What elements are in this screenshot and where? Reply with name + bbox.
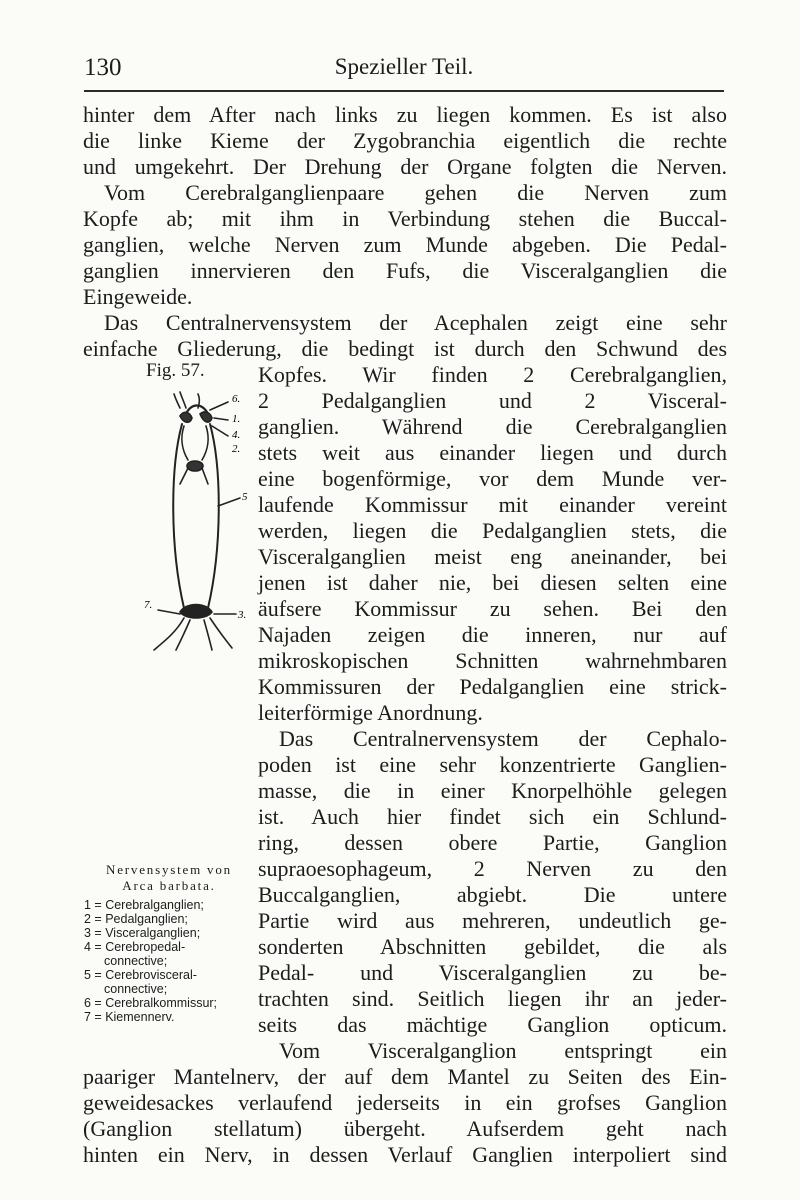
text-line: und umgekehrt. Der Drehung der Organe folgten die Nerven.: [83, 154, 727, 179]
figure-caption-line: Arca barbata.: [122, 878, 216, 893]
callout-2: 2.: [232, 443, 241, 455]
text-line: äufsere Kommissur zu sehen. Bei den: [258, 596, 727, 621]
text-line: Eingeweide.: [83, 284, 193, 309]
text-line: Kopfe ab; mit ihm in Verbindung stehen die Buccal-: [83, 206, 727, 231]
page-header: [84, 54, 724, 94]
callout-4: 4.: [232, 429, 241, 441]
legend-item: connective;: [104, 982, 168, 996]
text-line: 2 Pedalganglien und 2 Visceral-: [258, 388, 727, 413]
text-line: einfache Gliederung, die bedingt ist durch den Schwund des: [83, 336, 727, 361]
text-line: paariger Mantelnerv, der auf dem Mantel zu Seiten des Ein-: [83, 1064, 727, 1089]
legend-item: connective;: [104, 954, 168, 968]
callout-5: 5: [242, 491, 248, 503]
text-line: supraoesophageum, 2 Nerven zu den: [258, 856, 727, 881]
figure-caption-line: Nervensystem von: [106, 862, 232, 877]
text-line: Vom Visceralganglion entspringt ein: [279, 1038, 727, 1063]
running-title: Spezieller Teil.: [334, 54, 474, 79]
text-line: hinter dem After nach links zu liegen kommen. Es ist also: [83, 102, 727, 127]
text-line: sonderten Abschnitten gebildet, die als: [258, 934, 727, 959]
text-line: jenen ist daher nie, bei diesen selten eine: [258, 570, 727, 595]
text-line: ist. Auch hier findet sich ein Schlund-: [258, 804, 727, 829]
text-line: Najaden zeigen die inneren, nur auf: [258, 622, 727, 647]
figure-legend: [84, 898, 259, 1024]
text-line: Das Centralnervensystem der Acephalen zeigt eine sehr: [104, 310, 727, 335]
page-number: 130: [84, 54, 122, 81]
callout-1: 1.: [232, 413, 241, 425]
text-line: poden ist eine sehr konzentrierte Ganglien-: [258, 752, 727, 777]
text-line: hinten ein Nerv, in dessen Verlauf Ganglien interpoliert sind: [83, 1142, 727, 1167]
figure-label: Fig. 57.: [146, 360, 205, 381]
legend-item: 2 = Pedalganglien;: [84, 912, 188, 926]
text-line: mikroskopischen Schnitten wahrnehmbaren: [258, 648, 727, 673]
text-line: die linke Kieme der Zygobranchia eigentlich die rechte: [83, 128, 727, 153]
text-line: geweidesackes verlaufend jederseits in ein grofses Ganglion: [83, 1090, 727, 1115]
text-line: (Ganglion stellatum) übergeht. Aufserdem geht nach: [83, 1116, 727, 1141]
legend-item: 1 = Cerebralganglien;: [84, 898, 204, 912]
text-line: masse, die in einer Knorpelhöhle gelegen: [258, 778, 727, 803]
text-line: Das Centralnervensystem der Cephalo-: [279, 726, 727, 751]
text-line: stets weit aus einander liegen und durch: [258, 440, 727, 465]
text-line: Kommissuren der Pedalganglien eine strick-: [258, 674, 727, 699]
figure-caption-title: [84, 862, 254, 894]
legend-item: 3 = Visceralganglien;: [84, 926, 201, 940]
text-line: Buccalganglien, abgiebt. Die untere: [258, 882, 727, 907]
text-line: laufende Kommissur mit einander vereint: [258, 492, 727, 517]
text-line: Partie wird aus mehreren, undeutlich ge-: [258, 908, 727, 933]
nervous-system-illustration: [140, 388, 252, 654]
text-line: ganglien, welche Nerven zum Munde abgeben. Die Pedal-: [83, 232, 727, 257]
text-line: Pedal- und Visceralganglien zu be-: [258, 960, 727, 985]
legend-item: 4 = Cerebropedal-: [84, 940, 186, 954]
header-rule: [84, 90, 724, 92]
text-line: Visceralganglien meist eng aneinander, bei: [258, 544, 727, 569]
text-line: Vom Cerebralganglienpaare gehen die Nerven zum: [104, 180, 727, 205]
text-line: ganglien. Während die Cerebralganglien: [258, 414, 727, 439]
text-line: trachten sind. Seitlich liegen ihr an jeder-: [258, 986, 727, 1011]
text-line: ganglien innervieren den Fufs, die Visceralganglien die: [83, 258, 727, 283]
text-line: Kopfes. Wir finden 2 Cerebralganglien,: [258, 362, 727, 387]
text-line: seits das mächtige Ganglion opticum.: [258, 1012, 727, 1037]
legend-item: 5 = Cerebrovisceral-: [84, 968, 197, 982]
callout-6: 6.: [232, 393, 241, 405]
text-line: eine bogenförmige, vor dem Munde ver-: [258, 466, 727, 491]
callout-7: 7.: [144, 599, 153, 611]
text-line: werden, liegen die Pedalganglien stets, die: [258, 518, 727, 543]
callout-3: 3.: [238, 609, 247, 621]
legend-item: 6 = Cerebralkommissur;: [84, 996, 218, 1010]
text-line: ring, dessen obere Partie, Ganglion: [258, 830, 727, 855]
text-line: leiterförmige Anordnung.: [258, 700, 483, 725]
legend-item: 7 = Kiemennerv.: [84, 1010, 175, 1024]
